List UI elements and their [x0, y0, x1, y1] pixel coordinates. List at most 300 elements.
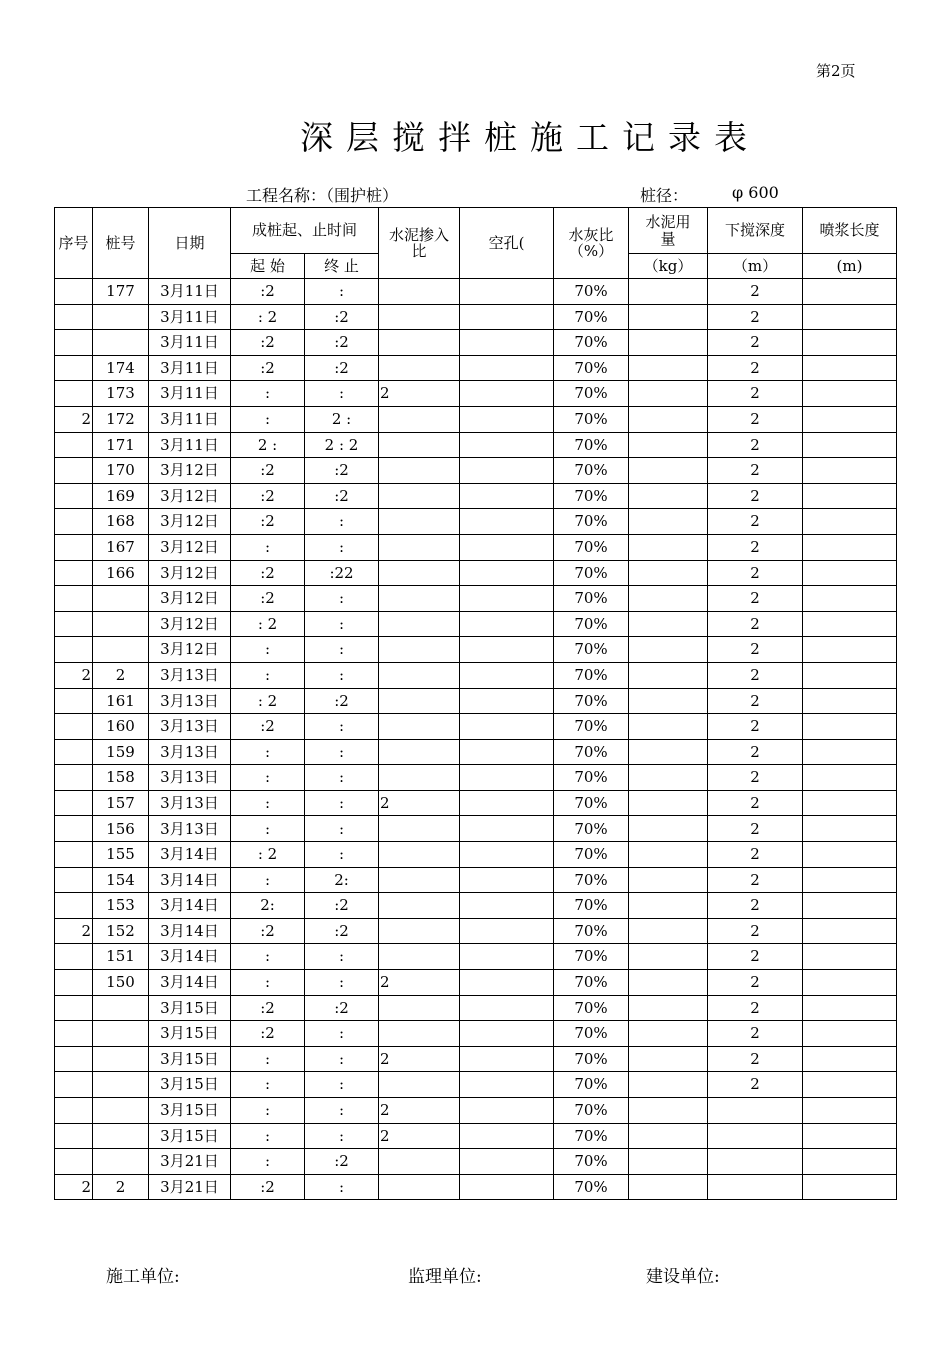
cell-cement-amount — [629, 304, 708, 330]
cell-spray-length — [803, 509, 897, 535]
cell-pile-no: 166 — [93, 560, 149, 586]
cell-seq — [55, 637, 93, 663]
cell-depth — [708, 1174, 803, 1200]
cell-seq — [55, 330, 93, 356]
cell-cement-ratio — [379, 662, 460, 688]
cell-depth: 2 — [708, 534, 803, 560]
cell-depth: 2 — [708, 279, 803, 305]
cell-start-time: :2 — [231, 714, 305, 740]
table-row — [55, 1098, 897, 1124]
cell-depth: 2 — [708, 560, 803, 586]
cell-cement-amount — [629, 662, 708, 688]
cell-empty-hole — [460, 355, 554, 381]
cell-cement-amount — [629, 586, 708, 612]
cell-end-time: : — [305, 739, 379, 765]
cell-depth: 2 — [708, 330, 803, 356]
cell-end-time: :2 — [305, 458, 379, 484]
cell-end-time: : — [305, 714, 379, 740]
cell-depth: 2 — [708, 970, 803, 996]
cell-empty-hole — [460, 534, 554, 560]
cell-pile-no: 155 — [93, 842, 149, 868]
header-end: 终 止 — [305, 254, 379, 279]
cell-start-time: :2 — [231, 1021, 305, 1047]
cell-pile-no: 157 — [93, 790, 149, 816]
cell-cement-amount — [629, 458, 708, 484]
cell-end-time: : — [305, 842, 379, 868]
cell-start-time: : — [231, 381, 305, 407]
cell-cement-ratio — [379, 688, 460, 714]
cell-seq: 2 — [55, 406, 93, 432]
cell-cement-amount — [629, 765, 708, 791]
cell-date: 3月21日 — [149, 1149, 231, 1175]
cell-wc-ratio: 70% — [554, 509, 629, 535]
cell-pile-no — [93, 1072, 149, 1098]
cell-pile-no: 156 — [93, 816, 149, 842]
cell-pile-no — [93, 1021, 149, 1047]
cell-seq — [55, 765, 93, 791]
cell-cement-ratio — [379, 893, 460, 919]
cell-pile-no — [93, 304, 149, 330]
cell-cement-amount — [629, 867, 708, 893]
cell-empty-hole — [460, 611, 554, 637]
cell-cement-ratio: 2 — [379, 1098, 460, 1124]
cell-cement-ratio: 2 — [379, 381, 460, 407]
table-row — [55, 662, 897, 688]
cell-empty-hole — [460, 1046, 554, 1072]
cell-wc-ratio: 70% — [554, 1021, 629, 1047]
cell-cement-amount — [629, 534, 708, 560]
table-row — [55, 995, 897, 1021]
cell-date: 3月11日 — [149, 432, 231, 458]
cell-date: 3月11日 — [149, 304, 231, 330]
cell-spray-length — [803, 279, 897, 305]
table-row — [55, 944, 897, 970]
cell-cement-amount — [629, 1046, 708, 1072]
cell-wc-ratio: 70% — [554, 662, 629, 688]
cell-cement-ratio: 2 — [379, 790, 460, 816]
cell-spray-length — [803, 688, 897, 714]
cell-cement-amount — [629, 330, 708, 356]
cell-date: 3月13日 — [149, 765, 231, 791]
page-number: 第2页 — [816, 62, 856, 80]
cell-empty-hole — [460, 483, 554, 509]
cell-seq — [55, 1123, 93, 1149]
cell-end-time: :2 — [305, 893, 379, 919]
cell-cement-ratio — [379, 867, 460, 893]
cell-start-time: : — [231, 790, 305, 816]
cell-start-time: : — [231, 1123, 305, 1149]
cell-cement-amount — [629, 560, 708, 586]
cell-cement-ratio — [379, 1021, 460, 1047]
cell-cement-amount — [629, 1149, 708, 1175]
cell-cement-amount — [629, 611, 708, 637]
cell-wc-ratio: 70% — [554, 893, 629, 919]
cell-seq — [55, 458, 93, 484]
header-date: 日期 — [149, 208, 231, 279]
cell-seq — [55, 867, 93, 893]
cell-date: 3月11日 — [149, 279, 231, 305]
cell-end-time: :2 — [305, 304, 379, 330]
cell-spray-length — [803, 714, 897, 740]
cell-cement-amount — [629, 688, 708, 714]
table-row — [55, 790, 897, 816]
cell-seq — [55, 483, 93, 509]
cell-spray-length — [803, 1098, 897, 1124]
cell-wc-ratio: 70% — [554, 842, 629, 868]
header-cement-amount: 水泥用量 — [629, 208, 708, 254]
cell-cement-ratio — [379, 586, 460, 612]
cell-depth: 2 — [708, 918, 803, 944]
cell-start-time: : 2 — [231, 611, 305, 637]
cell-cement-ratio — [379, 611, 460, 637]
cell-start-time: : — [231, 637, 305, 663]
cell-cement-amount — [629, 1072, 708, 1098]
cell-pile-no: 158 — [93, 765, 149, 791]
cell-spray-length — [803, 842, 897, 868]
cell-depth: 2 — [708, 355, 803, 381]
page-title: 深层搅拌桩施工记录表 — [300, 118, 760, 157]
cell-end-time: : — [305, 790, 379, 816]
cell-seq — [55, 1072, 93, 1098]
cell-spray-length — [803, 662, 897, 688]
cell-wc-ratio: 70% — [554, 586, 629, 612]
cell-seq — [55, 279, 93, 305]
cell-cement-ratio — [379, 304, 460, 330]
cell-end-time: : — [305, 662, 379, 688]
cell-wc-ratio: 70% — [554, 867, 629, 893]
cell-start-time: : — [231, 867, 305, 893]
cell-date: 3月21日 — [149, 1174, 231, 1200]
cell-cement-amount — [629, 1098, 708, 1124]
cell-cement-amount — [629, 355, 708, 381]
table-row — [55, 842, 897, 868]
cell-cement-amount — [629, 714, 708, 740]
table-row — [55, 560, 897, 586]
cell-seq — [55, 355, 93, 381]
cell-end-time: :2 — [305, 918, 379, 944]
cell-cement-ratio: 2 — [379, 1046, 460, 1072]
cell-start-time: :2 — [231, 279, 305, 305]
cell-end-time: 2 : — [305, 406, 379, 432]
cell-end-time: :2 — [305, 355, 379, 381]
cell-start-time: : 2 — [231, 842, 305, 868]
cell-seq — [55, 586, 93, 612]
cell-spray-length — [803, 458, 897, 484]
cell-date: 3月12日 — [149, 458, 231, 484]
cell-pile-no — [93, 995, 149, 1021]
cell-date: 3月13日 — [149, 739, 231, 765]
table-row — [55, 279, 897, 305]
cell-wc-ratio: 70% — [554, 560, 629, 586]
cell-pile-no: 150 — [93, 970, 149, 996]
table-row — [55, 611, 897, 637]
cell-cement-ratio — [379, 432, 460, 458]
cell-cement-ratio — [379, 483, 460, 509]
cell-empty-hole — [460, 330, 554, 356]
cell-wc-ratio: 70% — [554, 381, 629, 407]
cell-seq — [55, 790, 93, 816]
cell-date: 3月12日 — [149, 611, 231, 637]
table-row — [55, 1072, 897, 1098]
cell-cement-ratio — [379, 279, 460, 305]
cell-cement-amount — [629, 637, 708, 663]
cell-spray-length — [803, 432, 897, 458]
cell-start-time: : — [231, 1046, 305, 1072]
cell-wc-ratio: 70% — [554, 1123, 629, 1149]
cell-date: 3月13日 — [149, 816, 231, 842]
cell-empty-hole — [460, 739, 554, 765]
cell-pile-no: 160 — [93, 714, 149, 740]
cell-cement-ratio — [379, 406, 460, 432]
header-pile-no: 桩号 — [93, 208, 149, 279]
header-seq: 序号 — [55, 208, 93, 279]
cell-depth: 2 — [708, 739, 803, 765]
cell-pile-no — [93, 330, 149, 356]
cell-depth: 2 — [708, 509, 803, 535]
cell-start-time: : — [231, 816, 305, 842]
cell-spray-length — [803, 944, 897, 970]
cell-cement-ratio: 2 — [379, 970, 460, 996]
cell-depth: 2 — [708, 1021, 803, 1047]
cell-pile-no: 2 — [93, 662, 149, 688]
cell-wc-ratio: 70% — [554, 765, 629, 791]
cell-pile-no: 167 — [93, 534, 149, 560]
cell-spray-length — [803, 970, 897, 996]
cell-pile-no: 159 — [93, 739, 149, 765]
cell-end-time: : — [305, 944, 379, 970]
cell-cement-amount — [629, 1174, 708, 1200]
cell-pile-no — [93, 586, 149, 612]
cell-start-time: :2 — [231, 458, 305, 484]
cell-depth: 2 — [708, 995, 803, 1021]
cell-cement-ratio — [379, 458, 460, 484]
cell-wc-ratio: 70% — [554, 688, 629, 714]
cell-depth: 2 — [708, 662, 803, 688]
cell-depth: 2 — [708, 688, 803, 714]
cell-empty-hole — [460, 944, 554, 970]
cell-date: 3月12日 — [149, 509, 231, 535]
cell-pile-no: 154 — [93, 867, 149, 893]
cell-end-time: : — [305, 611, 379, 637]
cell-wc-ratio: 70% — [554, 637, 629, 663]
cell-start-time: : — [231, 1149, 305, 1175]
cell-cement-amount — [629, 279, 708, 305]
cell-spray-length — [803, 586, 897, 612]
cell-spray-length — [803, 867, 897, 893]
cell-pile-no — [93, 1149, 149, 1175]
cell-seq — [55, 739, 93, 765]
cell-date: 3月11日 — [149, 330, 231, 356]
cell-end-time: :22 — [305, 560, 379, 586]
cell-pile-no: 153 — [93, 893, 149, 919]
cell-pile-no: 177 — [93, 279, 149, 305]
cell-depth: 2 — [708, 765, 803, 791]
table-row — [55, 1046, 897, 1072]
cell-wc-ratio: 70% — [554, 1046, 629, 1072]
cell-depth: 2 — [708, 611, 803, 637]
cell-end-time: :2 — [305, 330, 379, 356]
cell-start-time: : — [231, 1072, 305, 1098]
cell-empty-hole — [460, 1174, 554, 1200]
cell-end-time: : — [305, 586, 379, 612]
cell-depth — [708, 1123, 803, 1149]
cell-seq — [55, 1046, 93, 1072]
cell-spray-length — [803, 1021, 897, 1047]
table-row — [55, 714, 897, 740]
cell-pile-no — [93, 637, 149, 663]
cell-date: 3月13日 — [149, 662, 231, 688]
cell-start-time: :2 — [231, 995, 305, 1021]
cell-pile-no: 173 — [93, 381, 149, 407]
cell-date: 3月15日 — [149, 995, 231, 1021]
cell-cement-ratio — [379, 509, 460, 535]
table-row — [55, 534, 897, 560]
cell-depth: 2 — [708, 406, 803, 432]
header-cement-ratio: 水泥掺入比 — [379, 208, 460, 279]
cell-empty-hole — [460, 381, 554, 407]
cell-start-time: :2 — [231, 509, 305, 535]
cell-date: 3月12日 — [149, 586, 231, 612]
cell-spray-length — [803, 330, 897, 356]
cell-cement-ratio — [379, 637, 460, 663]
cell-pile-no: 2 — [93, 1174, 149, 1200]
cell-end-time: : — [305, 1098, 379, 1124]
cell-empty-hole — [460, 1149, 554, 1175]
header-cement-unit: （kg） — [629, 254, 708, 279]
cell-wc-ratio: 70% — [554, 1149, 629, 1175]
cell-pile-no: 174 — [93, 355, 149, 381]
header-time-group: 成桩起、止时间 — [231, 208, 379, 254]
cell-depth — [708, 1149, 803, 1175]
cell-spray-length — [803, 765, 897, 791]
cell-date: 3月12日 — [149, 637, 231, 663]
cell-wc-ratio: 70% — [554, 330, 629, 356]
cell-empty-hole — [460, 432, 554, 458]
cell-pile-no: 171 — [93, 432, 149, 458]
cell-date: 3月15日 — [149, 1072, 231, 1098]
footer-construction-unit: 施工单位: — [106, 1267, 180, 1287]
table-row — [55, 893, 897, 919]
header-depth: 下搅深度 — [708, 208, 803, 254]
cell-depth: 2 — [708, 458, 803, 484]
cell-end-time: : — [305, 534, 379, 560]
cell-empty-hole — [460, 1072, 554, 1098]
footer-owner-unit: 建设单位: — [646, 1267, 720, 1287]
cell-wc-ratio: 70% — [554, 1174, 629, 1200]
cell-end-time: : — [305, 1174, 379, 1200]
cell-depth — [708, 1098, 803, 1124]
cell-empty-hole — [460, 279, 554, 305]
cell-pile-no — [93, 1098, 149, 1124]
cell-empty-hole — [460, 970, 554, 996]
cell-start-time: : — [231, 970, 305, 996]
table-row — [55, 355, 897, 381]
cell-end-time: 2 : 2 — [305, 432, 379, 458]
cell-start-time: : — [231, 534, 305, 560]
cell-date: 3月11日 — [149, 381, 231, 407]
diameter-label: 桩径： — [640, 186, 689, 205]
cell-empty-hole — [460, 842, 554, 868]
cell-spray-length — [803, 739, 897, 765]
cell-end-time: :2 — [305, 688, 379, 714]
cell-depth: 2 — [708, 790, 803, 816]
cell-end-time: : — [305, 970, 379, 996]
cell-start-time: : 2 — [231, 688, 305, 714]
cell-spray-length — [803, 1046, 897, 1072]
cell-start-time: :2 — [231, 355, 305, 381]
header-depth-unit: （m） — [708, 254, 803, 279]
cell-end-time: : — [305, 765, 379, 791]
table-row — [55, 970, 897, 996]
cell-end-time: : — [305, 509, 379, 535]
cell-wc-ratio: 70% — [554, 1098, 629, 1124]
table-row — [55, 586, 897, 612]
cell-cement-amount — [629, 944, 708, 970]
cell-start-time: 2: — [231, 893, 305, 919]
cell-wc-ratio: 70% — [554, 714, 629, 740]
cell-date: 3月14日 — [149, 893, 231, 919]
cell-depth: 2 — [708, 483, 803, 509]
cell-start-time: : — [231, 765, 305, 791]
cell-cement-ratio — [379, 765, 460, 791]
cell-empty-hole — [460, 637, 554, 663]
header-spray-length: 喷浆长度 — [803, 208, 897, 254]
table-row — [55, 330, 897, 356]
cell-wc-ratio: 70% — [554, 739, 629, 765]
cell-end-time: 2: — [305, 867, 379, 893]
cell-date: 3月15日 — [149, 1046, 231, 1072]
cell-empty-hole — [460, 816, 554, 842]
cell-start-time: : — [231, 739, 305, 765]
cell-start-time: :2 — [231, 918, 305, 944]
cell-end-time: : — [305, 279, 379, 305]
cell-cement-ratio — [379, 1174, 460, 1200]
cell-spray-length — [803, 995, 897, 1021]
cell-wc-ratio: 70% — [554, 304, 629, 330]
table-row — [55, 1174, 897, 1200]
cell-cement-amount — [629, 381, 708, 407]
cell-cement-ratio — [379, 534, 460, 560]
cell-end-time: : — [305, 1046, 379, 1072]
cell-pile-no — [93, 611, 149, 637]
cell-empty-hole — [460, 560, 554, 586]
cell-empty-hole — [460, 509, 554, 535]
cell-empty-hole — [460, 458, 554, 484]
cell-empty-hole — [460, 688, 554, 714]
cell-cement-amount — [629, 509, 708, 535]
cell-wc-ratio: 70% — [554, 970, 629, 996]
cell-spray-length — [803, 534, 897, 560]
cell-end-time: : — [305, 1123, 379, 1149]
cell-cement-ratio — [379, 944, 460, 970]
cell-cement-ratio — [379, 330, 460, 356]
cell-cement-ratio — [379, 1149, 460, 1175]
cell-seq — [55, 432, 93, 458]
table-row — [55, 509, 897, 535]
cell-seq — [55, 842, 93, 868]
cell-wc-ratio: 70% — [554, 458, 629, 484]
cell-date: 3月13日 — [149, 688, 231, 714]
cell-cement-ratio — [379, 560, 460, 586]
cell-depth: 2 — [708, 944, 803, 970]
cell-empty-hole — [460, 918, 554, 944]
cell-cement-amount — [629, 970, 708, 996]
cell-cement-amount — [629, 432, 708, 458]
cell-depth: 2 — [708, 714, 803, 740]
cell-seq — [55, 560, 93, 586]
cell-empty-hole — [460, 995, 554, 1021]
cell-empty-hole — [460, 586, 554, 612]
